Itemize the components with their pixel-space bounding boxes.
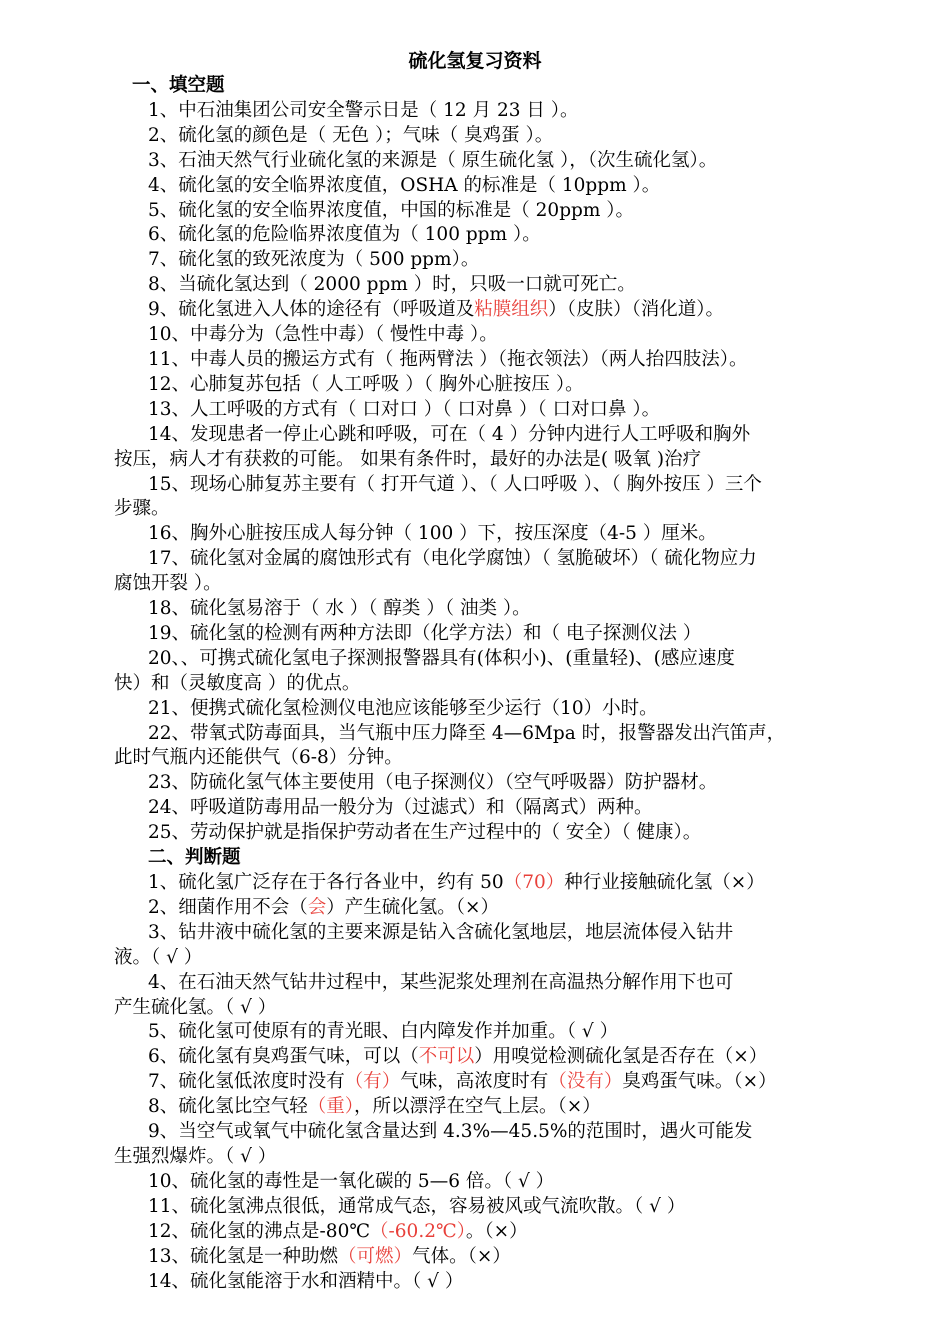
true-false-line xyxy=(114,921,860,946)
line-text: 腐蚀开裂 ）。 xyxy=(114,573,222,595)
fill-blank-line xyxy=(114,697,860,722)
line-text: 23、防硫化氢气体主要使用（电子探测仪）（空气呼吸器）防护器材。 xyxy=(148,772,718,794)
line-text: 种行业接触硫化氢（×） xyxy=(564,872,765,893)
line-text: 气体。（×） xyxy=(412,1245,511,1267)
fill-blank-line xyxy=(114,473,860,498)
line-text: 9、当空气或氧气中硫化氢含量达到 4.3%—45.5%的范围时，遇火可能发 xyxy=(148,1121,753,1143)
line-text: 21、便携式硫化氢检测仪电池应该能够至少运行（10）小时。 xyxy=(148,697,658,719)
true-false-line xyxy=(114,1195,860,1220)
true-false-line xyxy=(114,1045,860,1070)
fill-blank-line xyxy=(114,796,860,821)
line-text: 13、硫化氢是一种助燃 xyxy=(148,1245,339,1267)
fill-blank-line xyxy=(114,448,860,473)
fill-blank-line xyxy=(114,722,860,747)
fill-blank-line xyxy=(114,622,860,647)
line-text: 6、硫化氢有臭鸡蛋气味，可以（ xyxy=(148,1046,419,1068)
line-text: 快）和（灵敏度高 ）的优点。 xyxy=(114,672,361,694)
line-text: 1、硫化氢广泛存在于各行各业中，约有 50 xyxy=(148,872,504,893)
line-text: 24、呼吸道防毒用品一般分为（过滤式）和（隔离式）两种。 xyxy=(148,797,653,819)
correction-text: （可燃） xyxy=(338,1245,413,1267)
line-text: 臭鸡蛋气味。（×） xyxy=(622,1071,777,1093)
true-false-line xyxy=(114,1095,860,1120)
fill-blank-line xyxy=(114,497,860,522)
fill-blank-line xyxy=(114,273,860,298)
fill-blank-line xyxy=(114,199,860,224)
line-text: ）用嗅觉检测硫化氢是否存在（×） xyxy=(474,1046,768,1068)
line-text: 22、带氧式防毒面具，当气瓶中压力降至 4—6Mpa 时，报警器发出汽笛声， xyxy=(148,722,786,744)
fill-blank-line xyxy=(114,672,860,697)
correction-text: （没有） xyxy=(548,1071,623,1093)
true-false-line xyxy=(114,971,860,996)
line-text: 3、石油天然气行业硫化氢的来源是（ 原生硫化氢 ），（次生硫化氢）。 xyxy=(148,149,718,171)
true-false-line xyxy=(114,996,860,1021)
line-text: 。（×） xyxy=(465,1220,528,1242)
line-text: 25、劳动保护就是指保护劳动者在生产过程中的（ 安全）（ 健康）。 xyxy=(148,822,702,844)
line-text: 9、硫化氢进入人体的途径有（呼吸道及 xyxy=(148,299,475,321)
true-false-line xyxy=(114,1270,860,1295)
correction-text: （重） xyxy=(307,1096,355,1118)
fill-blank-line xyxy=(114,821,860,846)
line-text: 8、硫化氢比空气轻 xyxy=(148,1096,308,1118)
line-text: 8、当硫化氢达到（ 2000 ppm ）时，只吸一口就可死亡。 xyxy=(148,274,636,296)
fill-blank-line xyxy=(114,597,860,622)
fill-blank-line xyxy=(114,572,860,597)
true-false-line xyxy=(114,871,860,896)
true-false-line xyxy=(114,1070,860,1095)
line-text: 4、硫化氢的安全临界浓度值，OSHA 的标准是（ 10ppm ）。 xyxy=(148,174,661,196)
line-text: 生强烈爆炸。（ √ ） xyxy=(114,1145,277,1167)
line-text: 15、现场心肺复苏主要有（ 打开气道 ）、（ 人口呼吸 ）、（ 胸外按压 ）三个 xyxy=(148,473,762,495)
true-false-line xyxy=(114,1220,860,1245)
true-false-line xyxy=(114,1170,860,1195)
line-text: 7、硫化氢的致死浓度为（ 500 ppm）。 xyxy=(148,249,480,271)
fill-blank-line xyxy=(114,348,860,373)
line-text: 14、发现患者一停止心跳和呼吸，可在（ 4 ）分钟内进行人工呼吸和胸外 xyxy=(148,423,751,445)
true-false-line xyxy=(114,896,860,921)
line-text: ）（皮肤）（消化道）。 xyxy=(548,299,725,321)
line-text: 5、硫化氢的安全临界浓度值，中国的标准是（ 20ppm ）。 xyxy=(148,199,635,221)
true-false-line xyxy=(114,946,860,971)
fill-blank-line xyxy=(114,547,860,572)
line-text: 气味，高浓度时有 xyxy=(400,1071,549,1093)
fill-blank-line xyxy=(114,248,860,273)
line-text: 2、细菌作用不会（ xyxy=(148,896,308,918)
correction-text: 会 xyxy=(307,896,327,918)
correction-text: （70） xyxy=(503,872,565,893)
true-false-line xyxy=(114,1245,860,1270)
line-text: 1、中石油集团公司安全警示日是（ 12 月 23 日 ）。 xyxy=(148,99,579,121)
line-text: 20、、可携式硫化氢电子探测报警器具有(体积小)、(重量轻)、(感应速度 xyxy=(148,647,735,669)
true-false-line xyxy=(114,1020,860,1045)
line-text: 10、硫化氢的毒性是一氧化碳的 5—6 倍。（ √ ） xyxy=(148,1170,555,1192)
line-text: 14、硫化氢能溶于水和酒精中。（ √ ） xyxy=(148,1270,464,1292)
fill-blank-line xyxy=(114,647,860,672)
line-text: 12、心肺复苏包括（ 人工呼吸 ）（ 胸外心脏按压 ）。 xyxy=(148,373,584,395)
section-heading: 一、填空题 xyxy=(132,75,225,96)
fill-blank-line xyxy=(114,323,860,348)
line-text: 6、硫化氢的危险临界浓度值为（ 100 ppm ）。 xyxy=(148,224,541,246)
line-text: 此时气瓶内还能供气（6-8）分钟。 xyxy=(114,747,403,769)
true-false-line xyxy=(114,1145,860,1170)
line-text: 5、硫化氢可使原有的青光眼、白内障发作并加重。（ √ ） xyxy=(148,1021,619,1043)
fill-blank-line xyxy=(114,223,860,248)
line-text: 2、硫化氢的颜色是（ 无色 ）；气味（ 臭鸡蛋 ）。 xyxy=(148,124,554,146)
line-text: 11、硫化氢沸点很低，通常成气态，容易被风或气流吹散。（ √ ） xyxy=(148,1195,686,1217)
line-text: 按压，病人才有获救的可能。 如果有条件时，最好的办法是( 吸氧 )治疗 xyxy=(114,448,702,470)
line-text: 13、人工呼吸的方式有（ 口对口 ）（ 口对鼻 ）（ 口对口鼻 ）。 xyxy=(148,398,661,420)
line-text: 19、硫化氢的检测有两种方法即（化学方法）和（ 电子探测仪法 ） xyxy=(148,622,702,644)
fill-blank-line xyxy=(114,771,860,796)
line-text: 3、钻井液中硫化氢的主要来源是钻入含硫化氢地层，地层流体侵入钻井 xyxy=(148,921,734,943)
fill-blank-line xyxy=(114,99,860,124)
line-text: 17、硫化氢对金属的腐蚀形式有（电化学腐蚀）（ 氢脆破坏）（ 硫化物应力 xyxy=(148,548,757,570)
line-text: 步骤。 xyxy=(114,498,170,520)
line-text: 液。（ √ ） xyxy=(114,946,203,968)
correction-text: （-60.2℃） xyxy=(370,1220,466,1242)
fill-blank-line xyxy=(114,398,860,423)
line-text: ，所以漂浮在空气上层。（×） xyxy=(354,1096,601,1118)
line-text: 7、硫化氢低浓度时没有 xyxy=(148,1071,345,1093)
fill-blank-line xyxy=(114,522,860,547)
fill-blank-line xyxy=(114,174,860,199)
line-text: 4、在石油天然气钻井过程中，某些泥浆处理剂在高温热分解作用下也可 xyxy=(148,971,734,993)
fill-blank-line xyxy=(114,149,860,174)
correction-text: 不可以 xyxy=(418,1046,475,1068)
line-text: 16、胸外心脏按压成人每分钟（ 100 ）下，按压深度（4-5 ）厘米。 xyxy=(148,523,717,545)
fill-blank-line xyxy=(114,298,860,323)
line-text: 11、中毒人员的搬运方式有（ 拖两臂法 ）（拖衣领法）（两人抬四肢法）。 xyxy=(148,348,748,370)
document-body xyxy=(114,74,860,1294)
correction-text: 粘膜组织 xyxy=(474,299,549,321)
fill-blank-line xyxy=(114,746,860,771)
line-text: ）产生硫化氢。（×） xyxy=(326,896,500,918)
fill-blank-line xyxy=(114,423,860,448)
true-false-line xyxy=(114,1120,860,1145)
fill-blank-line xyxy=(114,124,860,149)
fill-blank-line xyxy=(114,373,860,398)
correction-text: （有） xyxy=(344,1071,401,1093)
document-title: 硫化氢复习资料 xyxy=(408,50,542,72)
section-heading: 二、判断题 xyxy=(148,847,241,869)
line-text: 18、硫化氢易溶于（ 水 ）（ 醇类 ）（ 油类 ）。 xyxy=(148,598,531,620)
line-text: 10、中毒分为（急性中毒）（ 慢性中毒 ）。 xyxy=(148,324,498,346)
line-text: 12、硫化氢的沸点是-80℃ xyxy=(148,1220,371,1242)
line-text: 产生硫化氢。（ √ ） xyxy=(114,996,277,1018)
